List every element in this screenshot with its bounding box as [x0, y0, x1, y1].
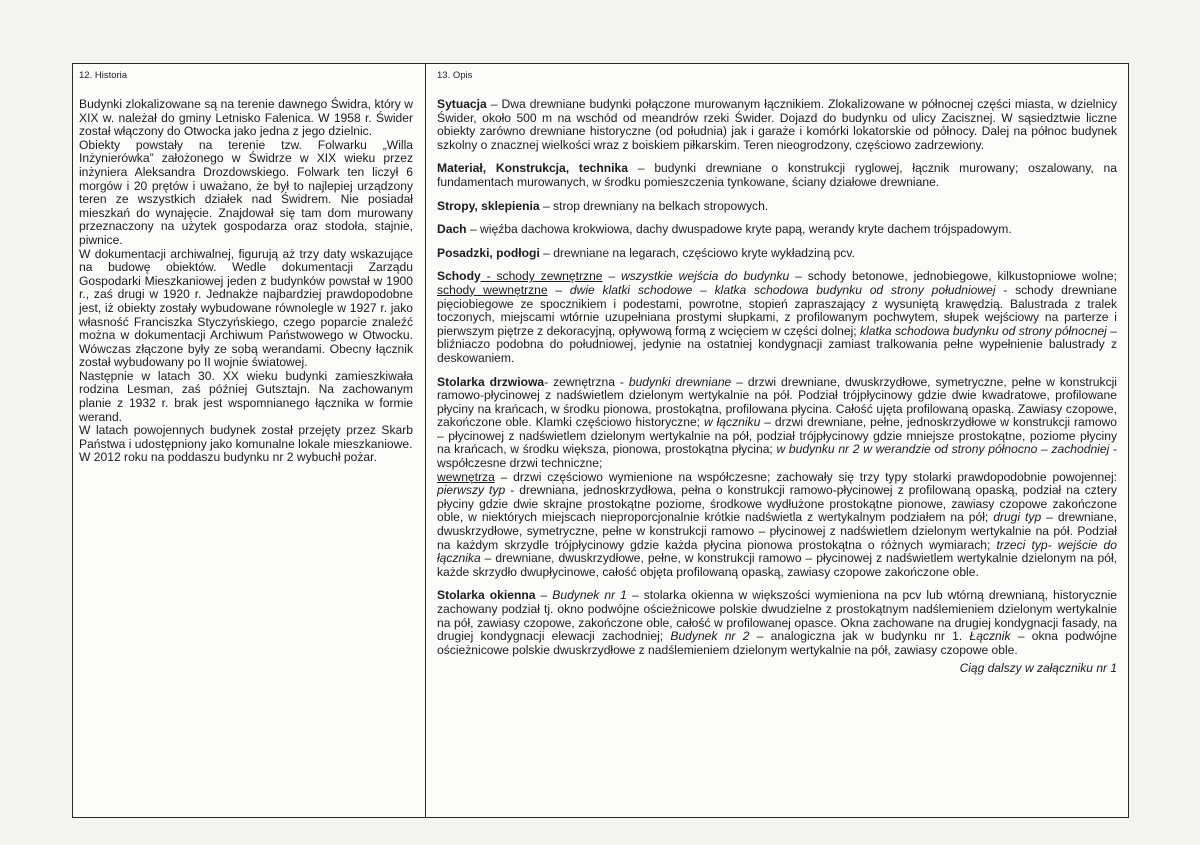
history-paragraph: W 2012 roku na poddaszu budynku nr 2 wybuchł pożar. [79, 450, 377, 465]
section-sytuacja [437, 98, 1117, 152]
section-stolarka-okienna [437, 589, 1117, 657]
text-run: - współczesne drzwi techniczne; [437, 442, 1118, 471]
text-run: – drewniane, dwuskrzydłowe, symetryczne, pełne w konstrukcji ramowo – płycinowej z nadświetlem dzielonym wertykalnie na pół. Podział na każdym skrzydle trójpłycinowy gdzie każda płycina pionowa prostokątna o różnych wymiarach; [437, 510, 1117, 552]
text-run: budynki drewniane [628, 374, 732, 389]
section-schody [437, 270, 1117, 365]
text-run: – analogiczna jak w budynku nr 1. [749, 629, 970, 644]
text-run: - zewnętrzna - [544, 374, 629, 389]
text-run: pierwszy typ [437, 483, 506, 498]
section-label: Materiał, Konstrukcja, technika [437, 161, 628, 176]
text-run: – schody betonowe, jednobiegowe, kilkustopniowe wolne; [789, 269, 1118, 284]
section-label: Posadzki, podłogi [437, 245, 540, 260]
text-run: schody wewnętrzne [437, 282, 548, 297]
history-paragraph: Obiekty powstały na terenie tzw. Folwarku „Willa Inżynierówka” założonego w Świdrze w XIX wieku przez inżyniera Aleksandra Drozdowskiego. Folwark ten liczył 6 morgów i 20 prętów i uważano, że był to najlepiej urządzony teren ze wszystkich działek nad Świdrem. Nie posiadał mieszkań do wynajęcie. Znajdował się tam dom murowany przeznaczony na użytek gospodarza oraz stodoła, stajnie, piwnice. [79, 137, 413, 247]
description-column [437, 70, 1117, 675]
section-stolarka-drzwiowa [437, 376, 1117, 580]
section-label: Schody [437, 269, 481, 284]
section-label: Dach [437, 222, 467, 237]
text-run: – [547, 282, 570, 297]
section-label: Stolarka drzwiowa [437, 374, 545, 389]
section-label: Stropy, sklepienia [437, 198, 540, 213]
text-run: – drzwi częściowo wymienione na współczesne; zachowały się trzy typy stolarki prawdopodobnie powojennej: [494, 469, 1117, 484]
description-header: 13. Opis [437, 70, 473, 81]
section-text: – więźba dachowa krokwiowa, dachy dwuspadowe kryte papą, werandy kryte dachem trójspadowym. [466, 222, 1012, 237]
history-column [79, 70, 413, 465]
text-run: – [535, 588, 553, 603]
text-run: – drzwi drewniane, pełne, jednoskrzydłowe w konstrukcji ramowo – płycinowej z nadświetlem dzielonym wertykalnie na pół, podział trójpłycinowy gdzie mniejsze prostokątne, poziome płyciny na krańcach, w środku większa, pionowa, prostokątna płycina; [437, 415, 1118, 457]
section-text: – budynki drewniane o konstrukcji ryglowej, łącznik murowany; oszalowany, na fundamentach murowanych, w środku pomieszczenia tynkowane, ściany działowe drewniane. [437, 161, 1118, 189]
section-material [437, 162, 1117, 189]
text-run: dwie klatki schodowe – klatka schodowa budynku od strony południowej [569, 282, 996, 297]
document-sheet [72, 63, 1129, 818]
history-paragraph: W dokumentacji archiwalnej, figurują aż trzy daty wskazujące na budowę obiektów. Wedle dokumentacji Zarządu Gospodarki Mieszkaniowej jeden z budynków powstał w 1900 r., zaś drugi w 1920 r. Jednakże najbardziej prawdopodobne jest, iż obiekty zostały wybudowane równolegle w 1927 r. jako własność Franciszka Styczyńskiego, czego poparcie znaleźć można w dokumentacji Archiwum Państwowego w Otwocku. Wówczas złączone były ze sobą werandami. Obecny łącznik został wybudowany po II wojnie światowej. [79, 246, 413, 370]
text-run: – drzwi drewniane, dwuskrzydłowe, symetryczne, pełne w konstrukcji ramowo-płycinowej z nadświetlem dzielonym wertykalnie na pół. Podział trójpłycinowy gdzie dwie kwadratowe, profilowane płyciny na krańcach, w środku pionowa, prostokątna, profilowana płycina. Całość ujęta profilowaną opaską. Zawiasy czopowe, zakończone oble. Klamki częściowo historyczne; [437, 374, 1117, 430]
text-run: – bliźniaczo podobna do południowej, jedynie na ostatniej kondygnacji zamiast tralkowania pełne wypełnienie balustrady z deskowaniem. [437, 323, 1117, 365]
section-stropy [437, 200, 1117, 214]
section-text: – drewniane na legarach, częściowo kryte wykładziną pcv. [539, 245, 855, 260]
continuation-note: Ciąg dalszy w załączniku nr 1 [959, 661, 1117, 676]
text-run: – okna podwójne ościeżnicowe polskie dwuskrzydłowe z nadślemieniem dzielonym wertykalnie na pół, zawiasy czopowe oble. [437, 629, 1117, 657]
history-paragraph: Następnie w latach 30. XX wieku budynki zamieszkiwała rodzina Lesman, zaś później Gutsztajn. Na zachowanym planie z 1932 r. brak jest wspomnianego łącznika w formie werand. [79, 368, 413, 424]
section-text: – strop drewniany na belkach stropowych. [539, 198, 769, 213]
text-run: – [602, 269, 622, 284]
section-text: – Dwa drewniane budynki połączone murowanym łącznikiem. Zlokalizowane w północnej części miasta, w dzielnicy Świder, około 500 m na wschód od meandrów rzeki Świder. Dojazd do budynku od ulicy Zacisznej. W sąsiedztwie liczne obiekty zarówno drewniane historyczne (od południa) jak i garaże i komórki lokatorskie od północy. Dalej na północ budynek szkolny o znacznej wielkości wraz z boiskiem piłkarskim. Teren nieogrodzony, częściowo zadrzewiony. [437, 97, 1117, 152]
text-run: Łącznik [969, 629, 1011, 644]
text-run: wewnętrza [437, 469, 495, 484]
text-run: trzeci typ- wejście do łącznika [437, 537, 1117, 566]
section-label: Sytuacja [437, 97, 487, 111]
text-run: - schody zewnętrzne [480, 269, 603, 284]
text-run: – drewniane, dwuskrzydłowe, pełne, w konstrukcji ramowo – płycinowej z nadświetlem wertykalnie dzielonym na pół, każde skrzydło dwupłycinowe, całość objęta profilowaną opaską, zawiasy czopowe zakończone oble. [437, 551, 1117, 579]
text-run: wszystkie wejścia do budynku [621, 269, 790, 284]
column-divider [425, 64, 426, 817]
text-run: drugi typ [993, 510, 1042, 525]
section-label: Stolarka okienna [437, 588, 536, 603]
text-run: Budynek nr 1 [552, 588, 627, 603]
text-run: Budynek nr 2 [670, 629, 750, 644]
history-paragraph: W latach powojennych budynek został przejęty przez Skarb Państwa i udostępniony jako komunalne lokale mieszkaniowe. [79, 423, 413, 451]
history-header: 12. Historia [79, 70, 128, 81]
text-run: – stolarka okienna w większości wymieniona na pcv lub wtórną drewnianą, historycznie zachowany podział tj. okno podwójne ościeżnicowe polskie dwudzielne z prostokątnym nadślemieniem dzielonym wertykalnie na pół, zawiasy czopowe, zakończone oble, całość w profilowanej opasce. Okna zachowane na drugiej kondygnacji fasady, na drugiej kondygnacji elewacji zachodniej; [437, 588, 1117, 644]
text-run: w budynku nr 2 w werandzie od strony północno – zachodniej [776, 442, 1110, 457]
text-run: klatka schodowa budynku od strony północnej [860, 323, 1107, 338]
history-paragraph: Budynki zlokalizowane są na terenie dawnego Świdra, który w XIX w. należał do gminy Letnisko Falenica. W 1958 r. Świder został włączony do Otwocka jako jedna z jego dzielnic. [79, 97, 413, 139]
section-dach [437, 223, 1117, 237]
text-run: - drewniana, jednoskrzydłowa, pełna o konstrukcji ramowo-płycinowej z profilowaną opaską, podział na cztery płyciny gdzie dwie skrajne prostokątne poziome, środkowe wydłużone prostokątne pionowe, zawiasy czopowe zakończone oble, w niektórych miejscach nieproporcjonalnie krótkie nadświetla z wertykalnym podziałem na pół; [437, 483, 1117, 525]
text-run: w łączniku [703, 415, 761, 430]
text-run: - schody drewniane pięciobiegowe ze spocznikiem i podestami, powrotne, stopień zapraszający z wysuniętą krawędzią. Balustrada z tralek toczonych, miejscami wtórnie uzupełniana prostymi słupkami, z profilowanym pochwytem, słupek wejściowy na parterze i pierwszym piętrze z dekoracyjną, opływową formą z wcięciem w części dolnej; [437, 282, 1117, 338]
section-posadzki [437, 247, 1117, 261]
